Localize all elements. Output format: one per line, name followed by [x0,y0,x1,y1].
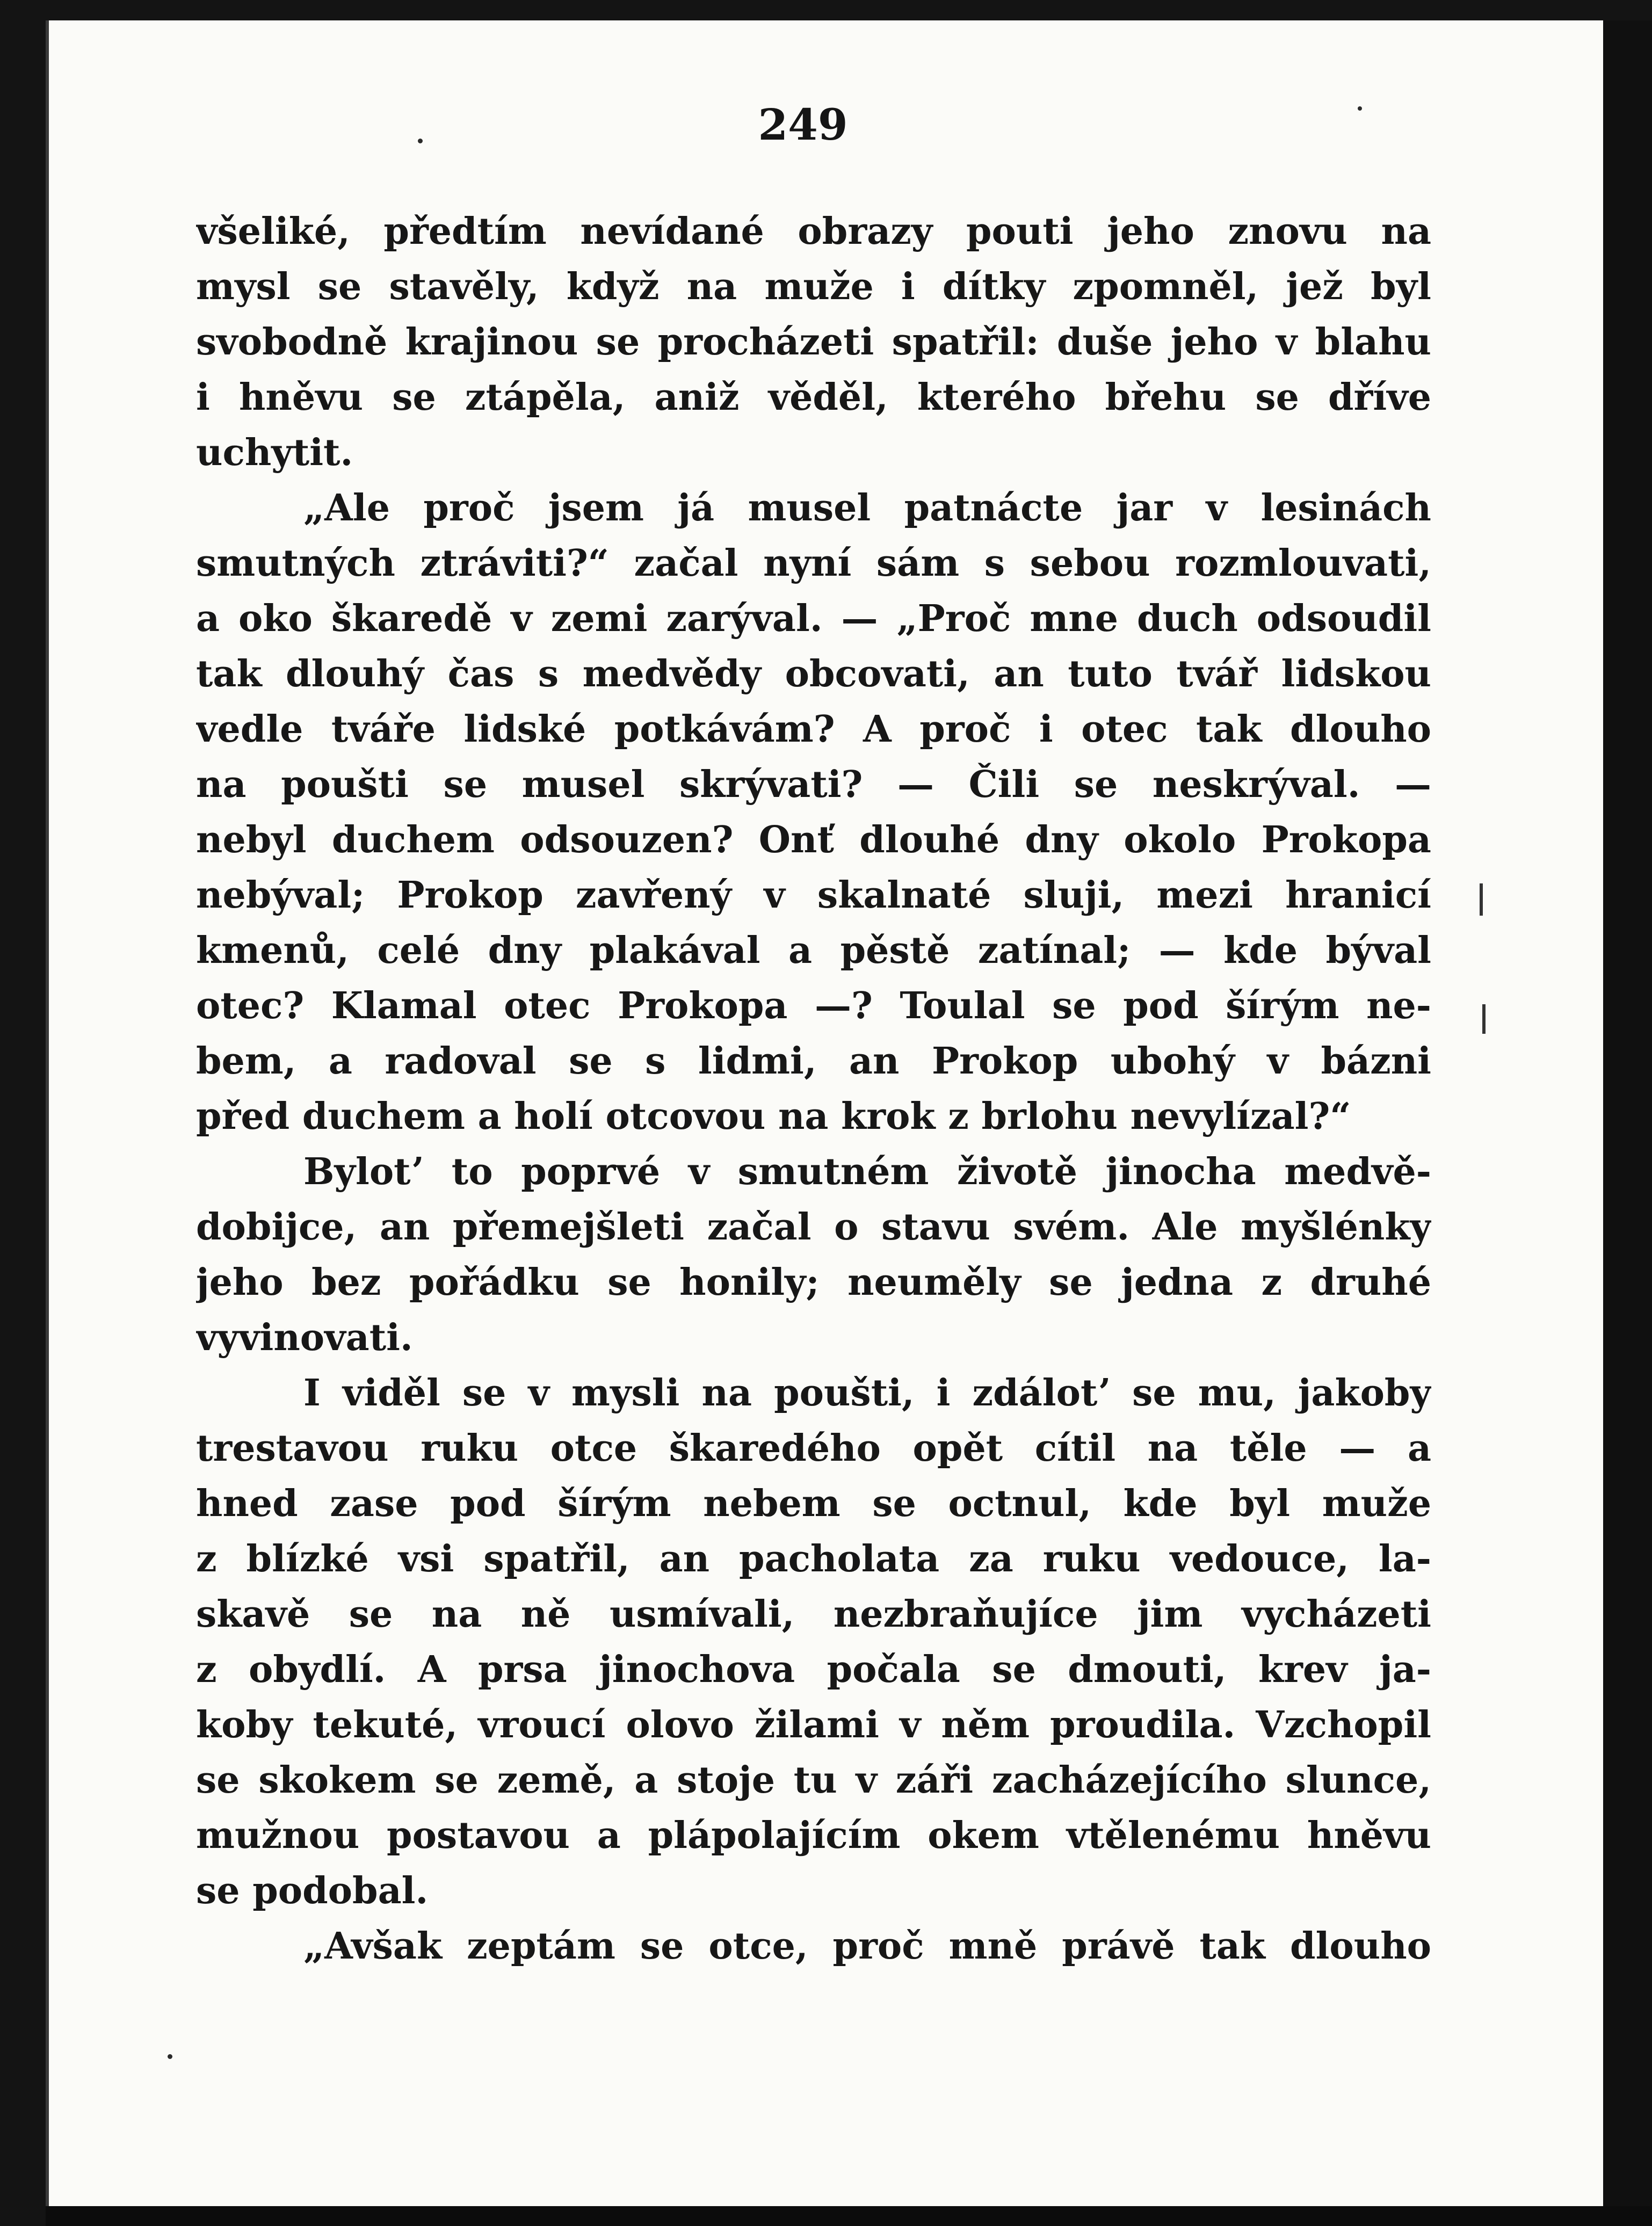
text-line: na poušti se musel skrývati? — Čili se neskrýval. — [196,763,1431,806]
text-line: mužnou postavou a plápolajícím okem vtělenému hněvu [196,1814,1431,1857]
text-line: Bylotʼ to poprvé v smutném životě jinocha medvě- [303,1150,1431,1193]
text-line: tak dlouhý čas s medvědy obcovati, an tuto tvář lidskou [196,652,1431,695]
ink-speck [418,139,423,143]
text-line: kmenů, celé dny plakával a pěstě zatínal; — kde býval [196,929,1431,972]
text-line: hned zase pod šírým nebem se octnul, kde byl muže [196,1482,1431,1525]
text-line: skavě se na ně usmívali, nezbraňujíce jim vycházeti [196,1593,1431,1636]
margin-mark [1482,1004,1486,1034]
text-line: vyvinovati. [196,1316,413,1359]
text-line: z blízké vsi spatřil, an pacholata za ruku vedouce, la- [196,1538,1431,1580]
text-line: se skokem se země, a stoje tu v záři zacházejícího slunce, [196,1759,1431,1802]
body-text [196,204,1431,1974]
text-line: a oko škaredě v zemi zarýval. — „Proč mne duch odsoudil [196,597,1431,640]
text-line: svobodně krajinou se procházeti spatřil: duše jeho v blahu [196,321,1431,364]
text-line: i hněvu se ztápěla, aniž věděl, kterého břehu se dříve [196,376,1431,419]
text-line: z obydlí. A prsa jinochova počala se dmouti, krev ja- [196,1648,1431,1691]
text-line: koby tekuté, vroucí olovo žilami v něm proudila. Vzchopil [196,1703,1431,1746]
text-line: dobijce, an přemejšleti začal o stavu svém. Ale myšlénky [196,1206,1431,1249]
text-line: před duchem a holí otcovou na krok z brlohu nevylízal?“ [196,1095,1351,1138]
text-line: bem, a radoval se s lidmi, an Prokop ubohý v bázni [196,1040,1431,1083]
page-number: 249 [758,99,848,150]
text-line: vedle tváře lidské potkávám? A proč i otec tak dlouho [196,708,1431,751]
text-line: jeho bez pořádku se honily; neuměly se jedna z druhé [196,1261,1431,1304]
text-line: smutných ztráviti?“ začal nyní sám s sebou rozmlouvati, [196,542,1431,585]
text-line: nebyl duchem odsouzen? Onť dlouhé dny okolo Prokopa [196,818,1431,861]
text-line: uchytit. [196,431,353,474]
text-line: I viděl se v mysli na poušti, i zdálotʼ se mu, jakoby [303,1372,1431,1415]
margin-mark [1480,883,1483,916]
text-line: se podobal. [196,1869,429,1912]
text-line: všeliké, předtím nevídané obrazy pouti jeho znovu na [196,210,1431,253]
scan-border-right [1603,20,1652,2206]
text-line: „Avšak zeptám se otce, proč mně právě tak dlouho [303,1925,1431,1968]
text-line: „Ale proč jsem já musel patnácte jar v lesinách [303,487,1431,530]
text-line: otec? Klamal otec Prokopa —? Toulal se pod šírým ne- [196,984,1431,1027]
text-line: mysl se stavěly, když na muže i dítky zpomněl, jež byl [196,265,1431,308]
text-line: trestavou ruku otce škaredého opět cítil na těle — a [196,1427,1431,1470]
scan-border-bottom [46,2206,1652,2226]
ink-speck [168,2054,172,2059]
ink-speck [1358,106,1362,111]
text-line: nebýval; Prokop zavřený v skalnaté sluji, mezi hranicí [196,874,1431,917]
